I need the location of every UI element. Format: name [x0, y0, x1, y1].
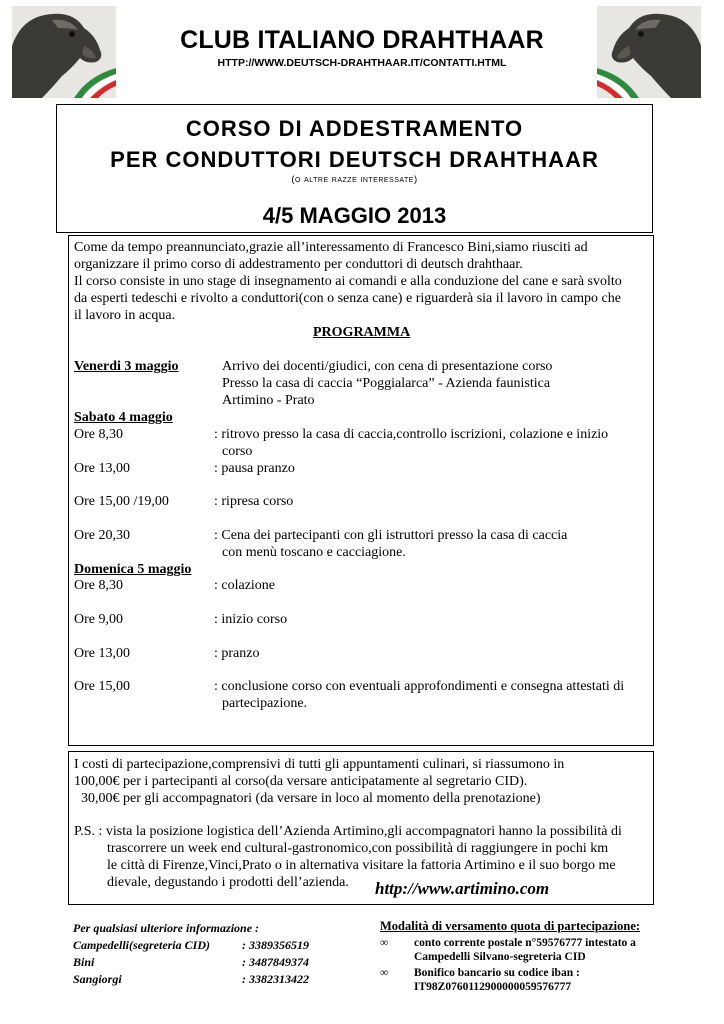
course-title-box: [56, 104, 653, 233]
cost-line: 100,00€ per i partecipanti al corso(da versare anticipatamente al segretario CID).: [74, 774, 528, 789]
schedule-text: : ripresa corso: [214, 494, 294, 509]
schedule-time: Ore 20,30: [74, 528, 130, 543]
venerdi-line: Artimino - Prato: [222, 393, 315, 408]
day-domenica: Domenica 5 maggio: [74, 562, 192, 577]
payment-line: IT98Z0760112900000059576777: [414, 981, 572, 993]
course-title-line2: PER CONDUTTORI DEUTSCH DRAHTHAAR: [110, 147, 599, 172]
bullet-icon: ∞: [380, 937, 389, 949]
schedule-time: Ore 13,00: [74, 646, 130, 661]
payment-line: conto corrente postale n°59576777 intestato a: [414, 937, 636, 949]
contact-name: Bini: [73, 955, 95, 969]
schedule-text-cont: corso: [222, 444, 253, 459]
program-box: [68, 235, 654, 746]
schedule-text: : pausa pranzo: [214, 461, 295, 476]
payment-line: Bonifico bancario su codice iban :: [414, 967, 580, 979]
schedule-text: : ritrovo presso la casa di caccia,controllo iscrizioni, colazione e inizio: [214, 427, 609, 442]
contact-name: Sangiorgi: [73, 972, 122, 986]
club-title: CLUB ITALIANO DRAHTHAAR: [180, 26, 544, 54]
programma-heading: PROGRAMMA: [313, 325, 411, 340]
schedule-text-cont: con menù toscano e cacciagione.: [222, 545, 406, 560]
info-heading: Per qualsiasi ulteriore informazione :: [73, 921, 260, 935]
schedule-time: Ore 15,00 /19,00: [74, 494, 169, 509]
intro-line: il lavoro in acqua.: [74, 308, 176, 323]
course-subtitle: (o altre razze interessate): [291, 174, 418, 185]
schedule-text: : conclusione corso con eventuali approfondimenti e consegna attestati di: [214, 679, 625, 694]
contact-phone: : 3389356519: [242, 938, 309, 952]
schedule-text: : pranzo: [214, 646, 260, 661]
intro-line: Come da tempo preannunciato,grazie all’interessamento di Francesco Bini,siamo riusciti ad: [74, 240, 588, 255]
schedule-text: : Cena dei partecipanti con gli istruttori presso la casa di caccia: [214, 528, 568, 543]
day-sabato: Sabato 4 maggio: [74, 410, 173, 425]
contact-phone: : 3487849374: [242, 955, 309, 969]
contact-phone: : 3382313422: [242, 972, 309, 986]
schedule-text: : inizio corso: [214, 612, 288, 627]
venerdi-line: Presso la casa di caccia “Poggialarca” - Azienda faunistica: [222, 376, 551, 391]
schedule-time: Ore 8,30: [74, 578, 123, 593]
schedule-time: Ore 13,00: [74, 461, 130, 476]
course-title-line1: CORSO DI ADDESTRAMENTO: [185, 116, 524, 141]
ps-line: P.S. : vista la posizione logistica dell’Azienda Artimino,gli accompagnatori hanno la possibilità di: [74, 824, 622, 839]
bullet-icon: ∞: [380, 967, 389, 979]
intro-line: da esperti tedeschi e rivolto a conduttori(con o senza cane) e riguarderà sia il lavoro in campo che: [74, 291, 621, 306]
day-venerdi: Venerdi 3 maggio: [74, 359, 179, 374]
ps-line: dievale, degustando i prodotti dell’azienda.: [107, 875, 349, 890]
ps-line: le città di Firenze,Vinci,Prato o in alternativa visitare la fattoria Artimino e il suo borgo me: [107, 858, 616, 873]
payment-line: Campedelli Silvano-segreteria CID: [414, 951, 586, 963]
schedule-text-cont: partecipazione.: [222, 696, 308, 711]
course-date: 4/5 MAGGIO 2013: [262, 203, 447, 228]
contact-name: Campedelli(segreteria CID): [73, 938, 210, 952]
intro-line: Il corso consiste in uno stage di insegnamento ai comandi e alla conduzione del cane e sarà svolto: [74, 274, 622, 289]
payment-heading: Modalità di versamento quota di partecipazione:: [380, 919, 641, 933]
cost-line: I costi di partecipazione,comprensivi di tutti gli appuntamenti culinari, si riassumono in: [74, 757, 565, 772]
intro-line: organizzare il primo corso di addestramento per conduttori di deutsch drahthaar.: [74, 257, 523, 272]
schedule-time: Ore 9,00: [74, 612, 123, 627]
schedule-text: : colazione: [214, 578, 276, 593]
ps-line: trascorrere un week end cultural-gastronomico,con possibilità di raggiungere in pochi km: [107, 841, 609, 856]
cost-line: 30,00€ per gli accompagnatori (da versare in loco al momento della prenotazione): [81, 791, 541, 806]
artimino-site-link[interactable]: http://www.artimino.com: [375, 879, 550, 898]
schedule-time: Ore 8,30: [74, 427, 123, 442]
club-url-link[interactable]: HTTP://WWW.DEUTSCH-DRAHTHAAR.IT/CONTATTI.HTML: [217, 57, 507, 69]
costs-box: [68, 751, 654, 905]
schedule-time: Ore 15,00: [74, 679, 130, 694]
venerdi-line: Arrivo dei docenti/giudici, con cena di presentazione corso: [222, 359, 553, 374]
